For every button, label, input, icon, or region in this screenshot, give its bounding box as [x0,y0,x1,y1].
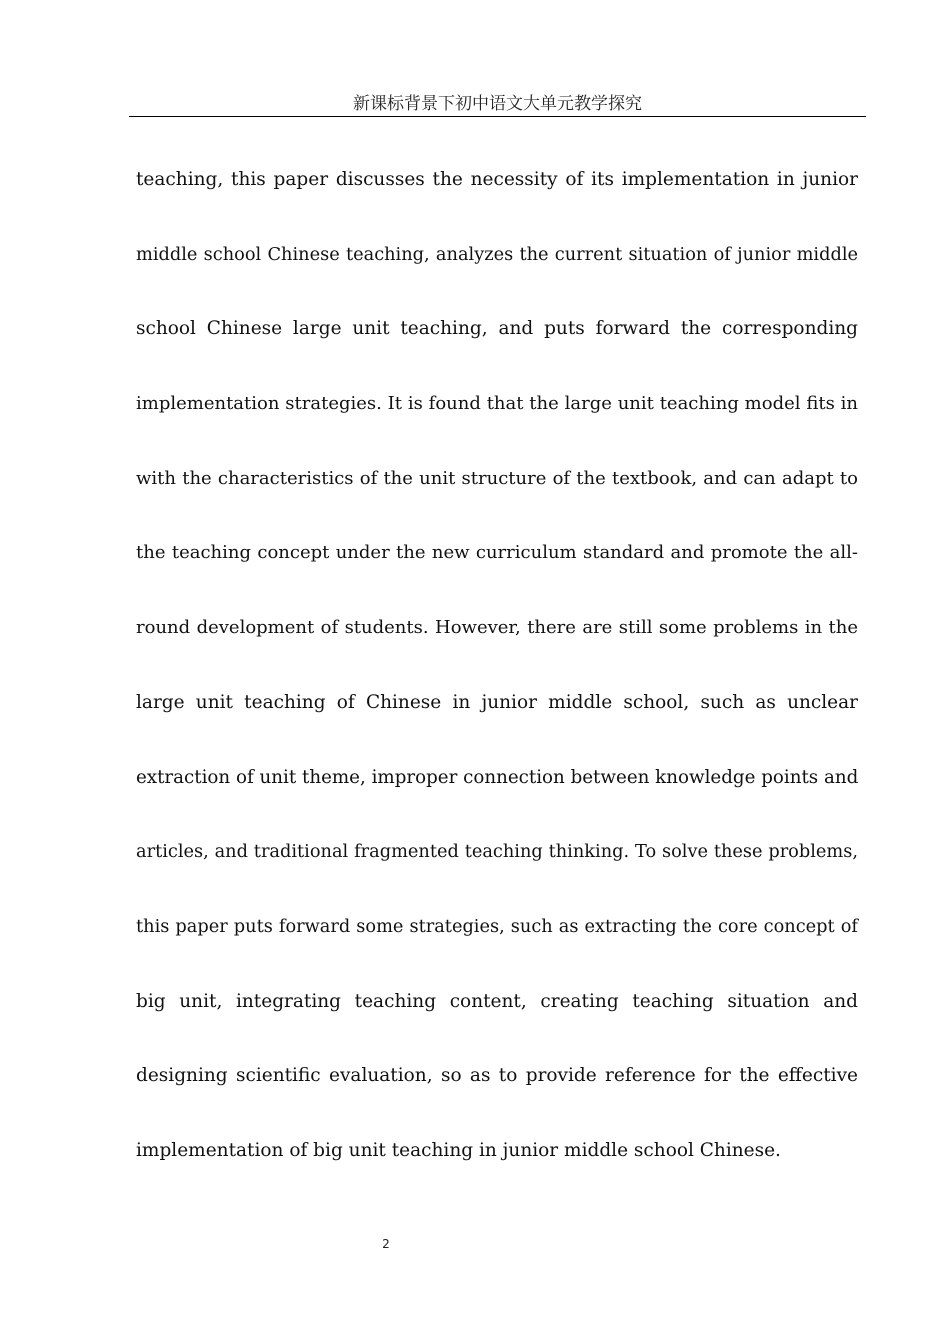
text-line: middle school Chinese teaching, analyzes the current situation of junior middle [136,244,858,265]
text-line: articles, and traditional fragmented teaching thinking. To solve these problems, [136,842,858,863]
text-line: round development of students. However, there are still some problems in the [136,617,858,639]
text-line: implementation of big unit teaching in junior middle school Chinese. [136,1139,781,1161]
text-line: teaching, this paper discusses the necessity of its implementation in junior [136,169,858,190]
text-line: big unit, integrating teaching content, creating teaching situation and [136,990,858,1012]
text-line: designing scientific evaluation, so as to provide reference for the effective [136,1065,858,1087]
page-number: 2 [382,1237,390,1251]
abstract-paragraph [136,143,858,1189]
text-line: extraction of unit theme, improper connection between knowledge points and [136,766,859,788]
text-line: large unit teaching of Chinese in junior middle school, such as unclear [136,691,858,713]
text-line: with the characteristics of the unit structure of the textbook, and can adapt to [136,467,858,489]
text-line: this paper puts forward some strategies, such as extracting the core concept of [136,916,858,937]
running-header: 新课标背景下初中语文大单元教学探究 [129,92,866,117]
text-line: implementation strategies. It is found that the large unit teaching model fits in [136,393,858,415]
text-line: school Chinese large unit teaching, and puts forward the corresponding [136,318,858,340]
text-line: the teaching concept under the new curriculum standard and promote the all- [136,542,858,564]
